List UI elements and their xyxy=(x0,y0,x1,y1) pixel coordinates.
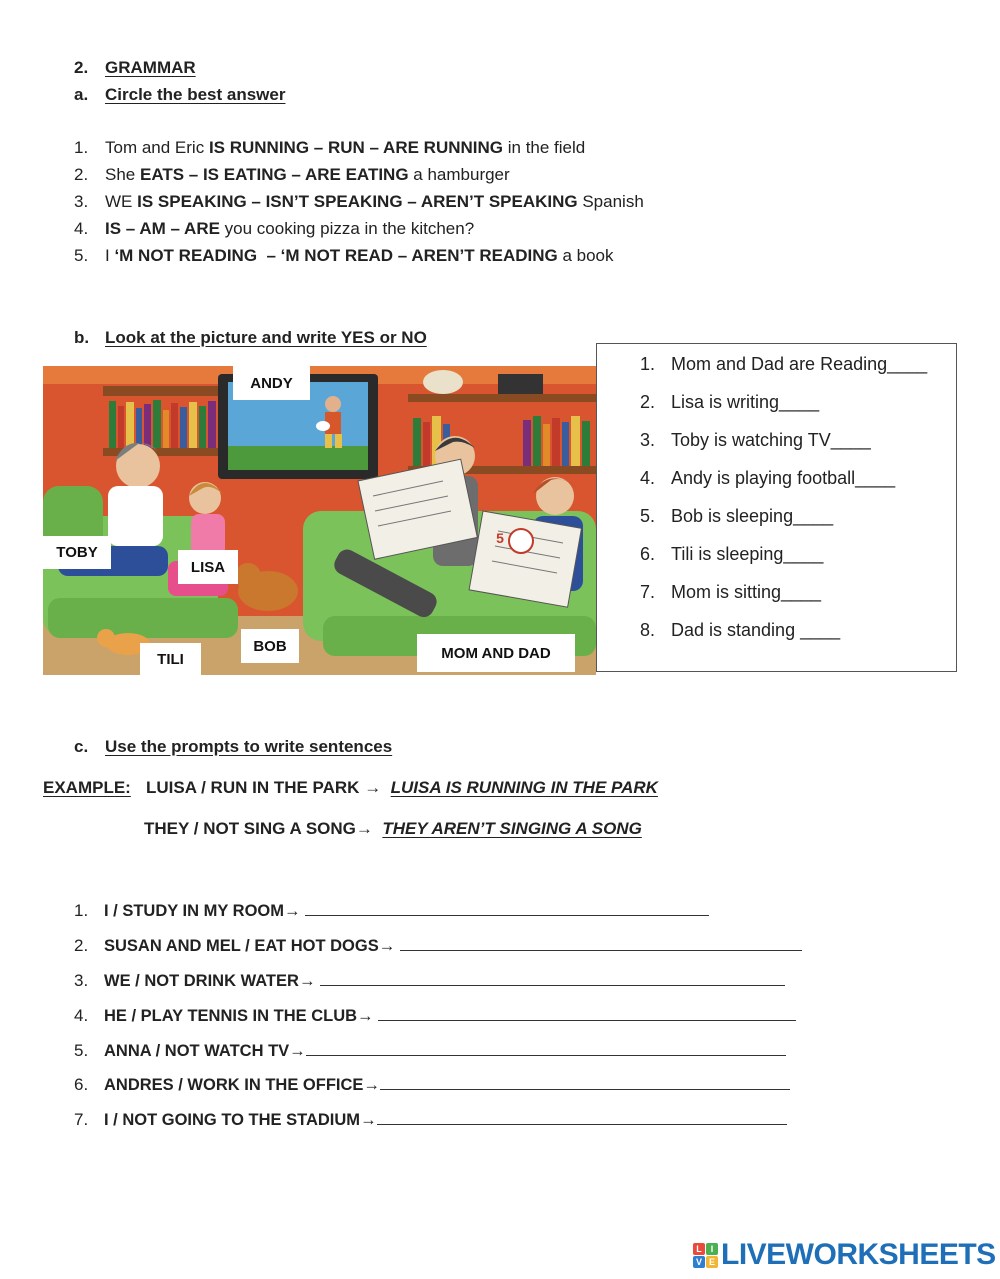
list-item xyxy=(105,192,644,212)
question-number: 1. xyxy=(640,354,656,374)
answer-blank[interactable] xyxy=(400,936,802,951)
list-item xyxy=(104,1041,786,1061)
label-mom-and-dad: MOM AND DAD xyxy=(417,634,575,672)
arrow-icon: → xyxy=(360,1111,377,1129)
question-number: 7. xyxy=(640,582,656,602)
logo-letter: V xyxy=(693,1256,705,1268)
list-item xyxy=(105,138,585,158)
item-pre: Tom and Eric xyxy=(105,138,209,157)
prompt-text: WE / NOT DRINK WATER xyxy=(104,972,299,990)
item-number: 5. xyxy=(74,1041,89,1060)
arrow-icon: → xyxy=(378,937,396,955)
example-answer: LUISA IS RUNNING IN THE PARK xyxy=(390,778,658,797)
question-number: 5. xyxy=(640,506,656,526)
prompt-text: HE / PLAY TENNIS IN THE CLUB xyxy=(104,1007,358,1025)
prompt-text: SUSAN AND MEL / EAT HOT DOGS xyxy=(104,937,379,955)
question-item[interactable]: Mom is sitting____ xyxy=(671,582,822,602)
logo-icon xyxy=(693,1243,718,1268)
question-number: 8. xyxy=(640,620,656,640)
label-andy: ANDY xyxy=(233,366,310,400)
list-item xyxy=(104,1075,790,1095)
question-item[interactable]: Lisa is writing____ xyxy=(671,392,820,412)
answer-blank[interactable] xyxy=(378,1006,796,1021)
logo-letter: L xyxy=(693,1243,705,1255)
part-a-letter: a. xyxy=(74,85,89,104)
example-label: EXAMPLE: xyxy=(43,778,131,797)
question-item[interactable]: Toby is watching TV____ xyxy=(671,430,871,450)
example-answer: THEY AREN’T SINGING A SONG xyxy=(382,819,642,838)
part-b-title: Look at the picture and write YES or NO xyxy=(105,328,427,347)
list-item xyxy=(104,1110,787,1130)
part-c-letter: c. xyxy=(74,737,89,756)
answer-options[interactable]: EATS – IS EATING – ARE EATING xyxy=(139,165,409,184)
item-pre: She xyxy=(105,165,140,184)
example-prompt: THEY / NOT SING A SONG xyxy=(144,819,356,838)
logo-letter: E xyxy=(706,1256,718,1268)
item-number: 3. xyxy=(74,192,89,211)
living-room-illustration xyxy=(43,366,596,675)
part-c-title: Use the prompts to write sentences xyxy=(105,737,393,756)
arrow-icon: → xyxy=(284,902,301,920)
item-number: 3. xyxy=(74,971,89,990)
answer-blank[interactable] xyxy=(377,1110,787,1125)
question-number: 2. xyxy=(640,392,656,412)
question-number: 3. xyxy=(640,430,656,450)
arrow-icon: → xyxy=(298,972,316,990)
label-toby: TOBY xyxy=(43,536,111,569)
list-item xyxy=(104,971,785,991)
label-lisa: LISA xyxy=(178,550,238,584)
answer-blank[interactable] xyxy=(380,1075,790,1090)
arrow-icon: → xyxy=(355,819,373,838)
question-item[interactable]: Bob is sleeping____ xyxy=(671,506,834,526)
item-pre: WE xyxy=(105,192,138,211)
item-post: you cooking pizza in the kitchen? xyxy=(219,219,475,238)
arrow-icon: → xyxy=(357,1007,374,1025)
answer-blank[interactable] xyxy=(305,901,709,916)
item-number: 4. xyxy=(74,1006,89,1025)
example-prompt: LUISA / RUN IN THE PARK xyxy=(146,778,360,797)
part-b-letter: b. xyxy=(74,328,90,347)
label-tili: TILI xyxy=(140,643,201,675)
question-item[interactable]: Dad is standing ____ xyxy=(671,620,841,640)
item-number: 1. xyxy=(74,138,89,157)
answer-options[interactable]: IS – AM – ARE xyxy=(105,219,220,238)
tv-badge-number: 5 xyxy=(496,530,504,546)
example-2 xyxy=(144,819,642,839)
list-item xyxy=(105,246,614,266)
item-number: 7. xyxy=(74,1110,89,1129)
liveworksheets-logo xyxy=(693,1238,996,1272)
item-post: a hamburger xyxy=(408,165,510,184)
item-number: 1. xyxy=(74,901,89,920)
item-number: 6. xyxy=(74,1075,89,1094)
item-pre: I xyxy=(105,246,115,265)
arrow-icon: → xyxy=(289,1042,306,1060)
answer-options[interactable]: IS SPEAKING – ISN’T SPEAKING – AREN’T SPEAKING xyxy=(137,192,578,211)
item-number: 2. xyxy=(74,936,89,955)
prompt-text: I / NOT GOING TO THE STADIUM xyxy=(104,1111,361,1129)
question-item[interactable]: Tili is sleeping____ xyxy=(671,544,824,564)
label-bob: BOB xyxy=(241,629,299,663)
prompt-text: I / STUDY IN MY ROOM xyxy=(104,902,284,920)
prompt-text: ANNA / NOT WATCH TV xyxy=(104,1042,290,1060)
logo-text: LIVEWORKSHEETS xyxy=(721,1238,996,1271)
prompt-text: ANDRES / WORK IN THE OFFICE xyxy=(104,1076,364,1094)
question-item[interactable]: Mom and Dad are Reading____ xyxy=(671,354,928,374)
item-post: a book xyxy=(557,246,614,265)
logo-letter: I xyxy=(706,1243,718,1255)
list-item xyxy=(104,901,709,921)
section-number: 2. xyxy=(74,58,89,77)
question-number: 4. xyxy=(640,468,656,488)
list-item xyxy=(105,219,474,239)
list-item xyxy=(105,165,510,185)
arrow-icon: → xyxy=(364,778,382,797)
answer-options[interactable]: IS RUNNING – RUN – ARE RUNNING xyxy=(208,138,504,157)
part-a-title: Circle the best answer xyxy=(105,85,286,104)
answer-blank[interactable] xyxy=(320,971,785,986)
example-1 xyxy=(146,778,658,798)
item-post: Spanish xyxy=(577,192,644,211)
list-item xyxy=(104,936,802,956)
question-item[interactable]: Andy is playing football____ xyxy=(671,468,896,488)
living-room-picture xyxy=(43,366,596,675)
item-number: 4. xyxy=(74,219,89,238)
list-item xyxy=(104,1006,796,1026)
item-post: in the field xyxy=(503,138,586,157)
answer-blank[interactable] xyxy=(306,1041,786,1056)
section-title: GRAMMAR xyxy=(105,58,196,77)
question-number: 6. xyxy=(640,544,656,564)
yes-no-question-box xyxy=(596,343,957,672)
item-number: 5. xyxy=(74,246,89,265)
answer-options[interactable]: ‘M NOT READING – ‘M NOT READ – AREN’T READING xyxy=(114,246,558,265)
item-number: 2. xyxy=(74,165,89,184)
arrow-icon: → xyxy=(363,1076,380,1094)
